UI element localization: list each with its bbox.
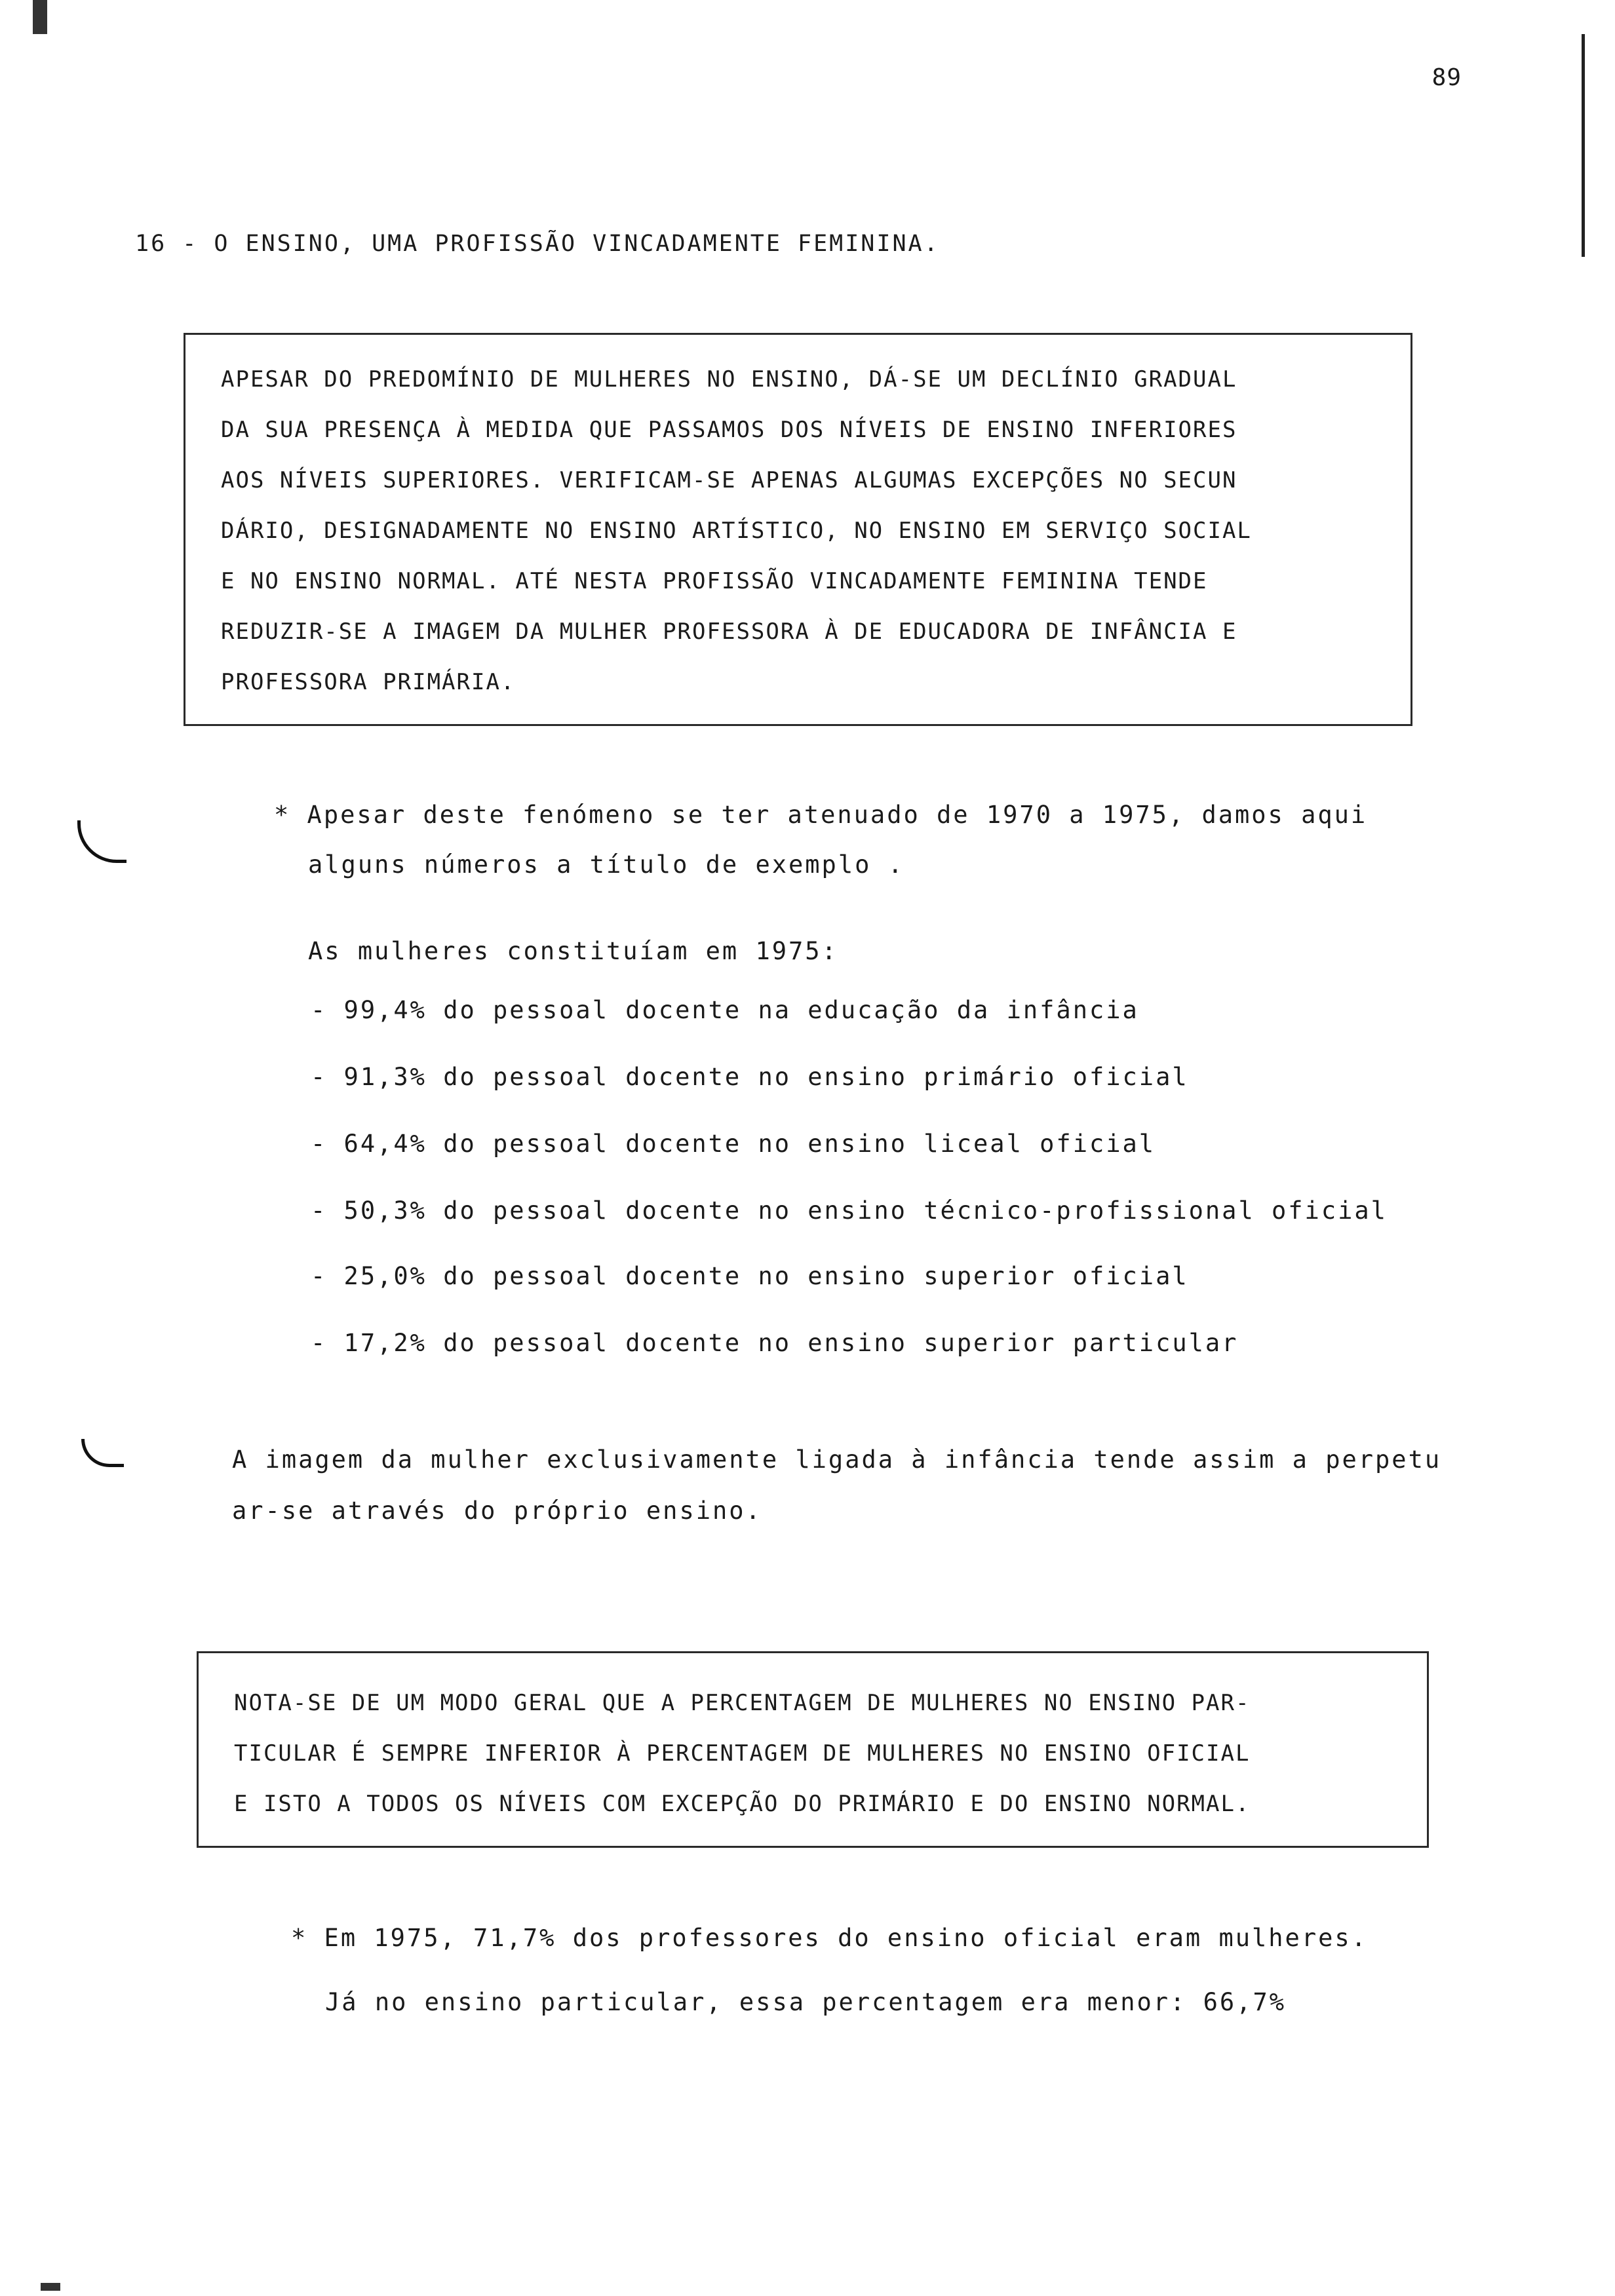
stats-intro: As mulheres constituíam em 1975:: [308, 937, 838, 965]
paragraph-line: A imagem da mulher exclusivamente ligada à infância tende assim a perpetu: [232, 1445, 1442, 1474]
stats-item: - 64,4% do pessoal docente no ensino liceal oficial: [311, 1130, 1156, 1158]
margin-bracket-mark: [81, 1439, 124, 1467]
summary-box-line: DÁRIO, DESIGNADAMENTE NO ENSINO ARTÍSTICO, NO ENSINO EM SERVIÇO SOCIAL: [221, 518, 1252, 544]
right-margin-rule: [1582, 34, 1585, 257]
paragraph-line: Já no ensino particular, essa percentagem era menor: 66,7%: [325, 1988, 1287, 2016]
stats-item: - 99,4% do pessoal docente na educação da infância: [311, 996, 1139, 1024]
summary-box-line: REDUZIR-SE A IMAGEM DA MULHER PROFESSORA À DE EDUCADORA DE INFÂNCIA E: [221, 619, 1237, 645]
section-heading: 16 - O ENSINO, UMA PROFISSÃO VINCADAMENTE FEMININA.: [135, 231, 940, 257]
stats-item: - 91,3% do pessoal docente no ensino primário oficial: [311, 1063, 1189, 1091]
summary-box-line: APESAR DO PREDOMÍNIO DE MULHERES NO ENSINO, DÁ-SE UM DECLÍNIO GRADUAL: [221, 366, 1237, 392]
scan-mark-top-left: [33, 0, 47, 34]
note-box-line: E ISTO A TODOS OS NÍVEIS COM EXCEPÇÃO DO PRIMÁRIO E DO ENSINO NORMAL.: [234, 1791, 1251, 1817]
note-box-line: TICULAR É SEMPRE INFERIOR À PERCENTAGEM DE MULHERES NO ENSINO OFICIAL: [234, 1740, 1251, 1767]
summary-box-line: E NO ENSINO NORMAL. ATÉ NESTA PROFISSÃO VINCADAMENTE FEMININA TENDE: [221, 568, 1208, 594]
summary-box-line: DA SUA PRESENÇA À MEDIDA QUE PASSAMOS DOS NÍVEIS DE ENSINO INFERIORES: [221, 417, 1237, 443]
note-box-line: NOTA-SE DE UM MODO GERAL QUE A PERCENTAGEM DE MULHERES NO ENSINO PAR-: [234, 1690, 1251, 1716]
stats-item: - 25,0% do pessoal docente no ensino superior oficial: [311, 1262, 1189, 1290]
stats-item: - 50,3% do pessoal docente no ensino técnico-profissional oficial: [311, 1196, 1388, 1225]
page-number: 89: [1431, 64, 1462, 91]
paragraph-line: * Em 1975, 71,7% dos professores do ensino oficial eram mulheres.: [291, 1924, 1368, 1952]
scan-mark-bottom-left: [41, 2283, 60, 2291]
summary-box-line: AOS NÍVEIS SUPERIORES. VERIFICAM-SE APENAS ALGUMAS EXCEPÇÕES NO SECUN: [221, 467, 1237, 493]
summary-box: [184, 333, 1412, 726]
margin-bracket-mark: [77, 820, 126, 863]
summary-box-line: PROFESSORA PRIMÁRIA.: [221, 669, 516, 695]
paragraph-line: ar-se através do próprio ensino.: [232, 1497, 762, 1525]
paragraph-line: alguns números a título de exemplo .: [308, 851, 905, 879]
paragraph-line: * Apesar deste fenómeno se ter atenuado de 1970 a 1975, damos aqui: [274, 801, 1368, 829]
stats-item: - 17,2% do pessoal docente no ensino superior particular: [311, 1329, 1239, 1357]
note-box: [197, 1651, 1429, 1848]
